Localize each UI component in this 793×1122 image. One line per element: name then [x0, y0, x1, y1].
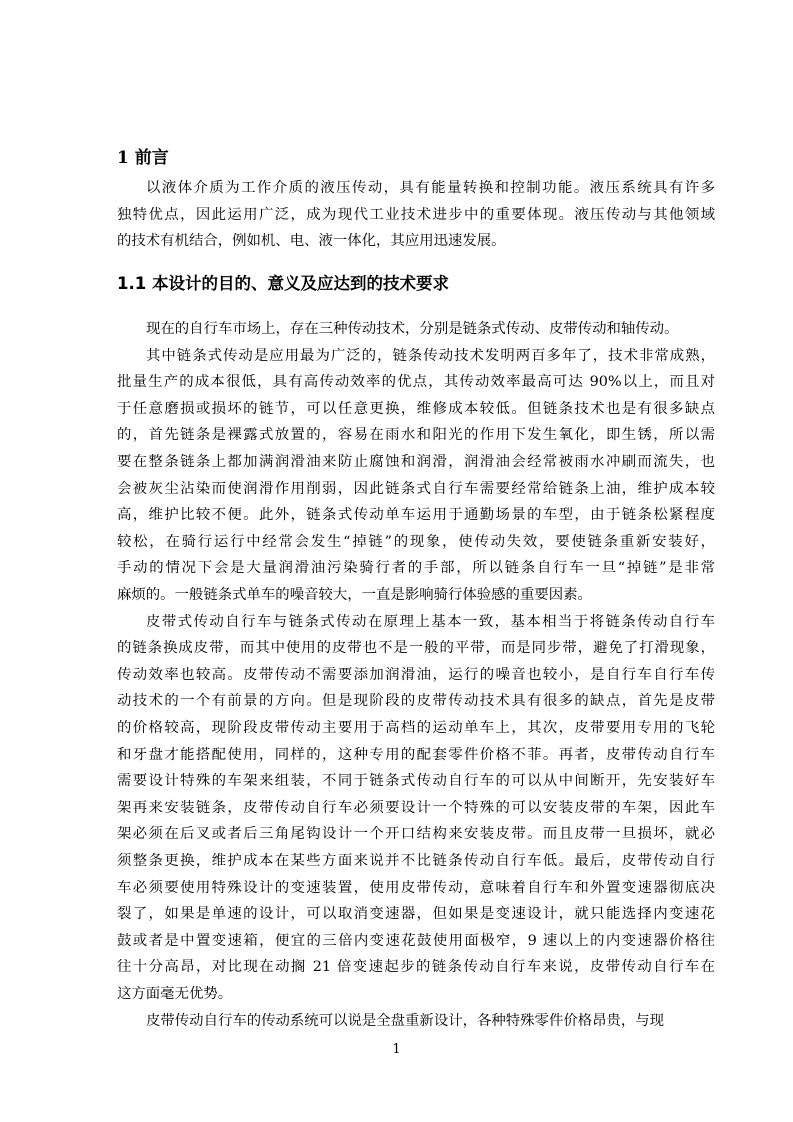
text-line: 架必须在后叉或者后三角尾钩设计一个开口结构来安装皮带。而且皮带一旦损坏，就必 — [117, 826, 715, 843]
text-line: 的，首先链条是裸露式放置的，容易在雨水和阳光的作用下发生氧化，即生锈，所以需 — [117, 427, 715, 444]
paragraph-2 — [117, 343, 715, 609]
text-line: 的技术有机结合，例如机、电、液一体化，其应用迅速发展。 — [117, 233, 506, 250]
paragraph-3 — [117, 609, 715, 1008]
text-line: 动技术的一个有前景的方向。但是现阶段的皮带传动技术具有很多的缺点，首先是皮带 — [117, 693, 715, 710]
text-line: 现在的自行车市场上，存在三种传动技术，分别是链条式传动、皮带传动和轴传动。 — [146, 321, 679, 337]
paragraph-1 — [117, 316, 715, 343]
page-number: 1 — [392, 1042, 401, 1057]
text-line: 的链条换成皮带，而其中使用的皮带也不是一般的平带，而是同步带，避免了打滑现象， — [117, 640, 715, 657]
text-line: 皮带传动自行车的传动系统可以说是全盘重新设计，各种特殊零件价格昂贵，与现 — [146, 1012, 665, 1029]
text-line: 于任意磨损或损坏的链节，可以任意更换，维修成本较低。但链条技术也是有很多缺点 — [117, 400, 715, 417]
text-line: 往十分高昂，对比现在动搁 21 倍变速起步的链条传动自行车来说，皮带传动自行车在 — [117, 959, 715, 976]
text-line: 鼓或者是中置变速箱，便宜的三倍内变速花鼓使用面极窄，9 速以上的内变速器价格往 — [117, 932, 715, 949]
text-line: 皮带式传动自行车与链条式传动在原理上基本一致，基本相当于将链条传动自行车 — [146, 613, 715, 630]
text-line: 需要设计特殊的车架来组装，不同于链条式传动自行车的可以从中间断开，先安装好车 — [117, 773, 715, 790]
text-line: 较松，在骑行运行中经常会发生“掉链”的现象，使传动失效，要使链条重新安装好， — [117, 533, 715, 550]
section-heading: 1 前言 — [117, 148, 169, 168]
text-line: 其中链条式传动是应用最为广泛的，链条传动技术发明两百多年了，技术非常成熟， — [146, 347, 715, 364]
subsection-heading: 1.1 本设计的目的、意义及应达到的技术要求 — [117, 274, 449, 293]
text-line: 传动效率也较高。皮带传动不需要添加润滑油，运行的噪音也较小，是自行车自行车传 — [117, 666, 715, 683]
intro-paragraph — [117, 175, 715, 255]
text-line: 高，维护比较不便。此外，链条式传动单车运用于通勤场景的车型，由于链条松紧程度 — [117, 507, 715, 524]
paragraph-4 — [117, 1008, 715, 1035]
text-line: 会被灰尘沾染而使润滑作用削弱，因此链条式自行车需要经常给链条上油，维护成本较 — [117, 480, 715, 497]
text-line: 批量生产的成本很低，具有高传动效率的优点，其传动效率最高可达 90%以上，而且对 — [117, 374, 716, 391]
text-line: 手动的情况下会是大量润滑油污染骑行者的手部，所以链条自行车一旦“掉链”是非常 — [117, 560, 715, 577]
text-line: 的价格较高，现阶段皮带传动主要用于高档的运动单车上，其次，皮带要用专用的飞轮 — [117, 719, 715, 736]
text-line: 麻烦的。一般链条式单车的噪音较大，一直是影响骑行体验感的重要因素。 — [117, 586, 592, 603]
text-line: 独特优点，因此运用广泛，成为现代工业技术进步中的重要体现。液压传动与其他领域 — [117, 206, 715, 223]
text-line: 要在整条链条上都加满润滑油来防止腐蚀和润滑，润滑油会经常被雨水冲刷而流失，也 — [117, 453, 715, 470]
text-line: 架再来安装链条，皮带传动自行车必须要设计一个特殊的可以安装皮带的车架，因此车 — [117, 799, 715, 816]
text-line: 以液体介质为工作介质的液压传动，具有能量转换和控制功能。液压系统具有许多 — [146, 180, 715, 196]
text-line: 和牙盘才能搭配使用，同样的，这种专用的配套零件价格不菲。再者，皮带传动自行车 — [117, 746, 715, 763]
text-line: 车必须要使用特殊设计的变速装置，使用皮带传动，意味着自行车和外置变速器彻底决 — [117, 879, 715, 896]
text-line: 这方面毫无优势。 — [117, 985, 233, 1002]
text-line: 裂了，如果是单速的设计，可以取消变速器，但如果是变速设计，就只能选择内变速花 — [117, 906, 715, 923]
text-line: 须整条更换，维护成本在某些方面来说并不比链条传动自行车低。最后，皮带传动自行 — [117, 852, 715, 869]
